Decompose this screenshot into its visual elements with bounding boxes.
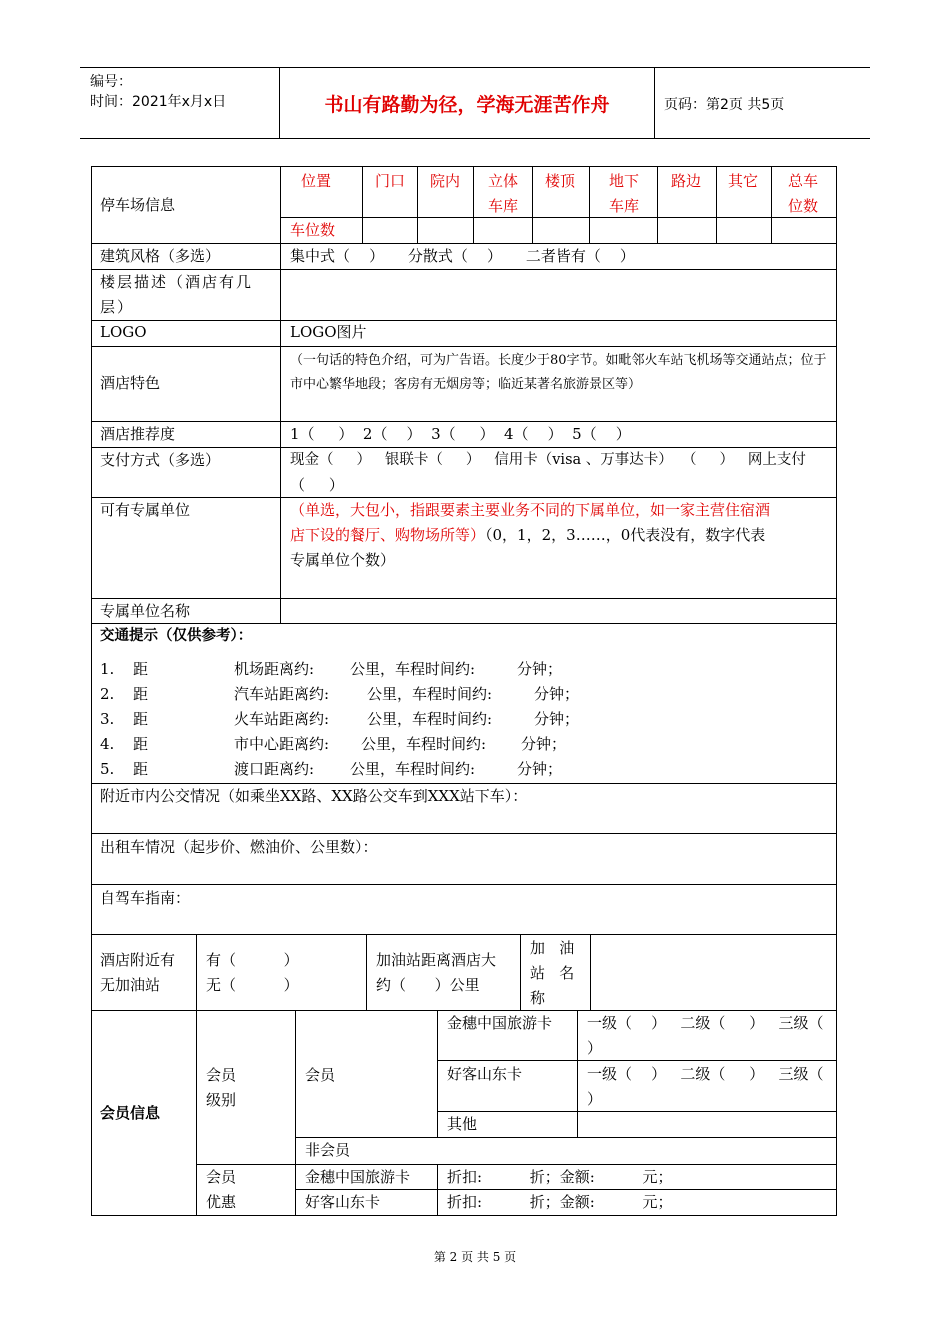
bus-info: 附近市内公交情况（如乘坐XX路、XX路公交车到XXX站下车）：	[100, 787, 528, 805]
traffic-item-from: 距	[133, 760, 149, 778]
floors-label: 楼层描述（酒店有几层）	[100, 273, 254, 316]
traffic-item-time: 分钟；	[517, 660, 563, 678]
traffic-item-place: 机场距离约:	[234, 660, 315, 678]
payment-options: 现金（ ） 银联卡（ ） 信用卡（visa 、万事达卡） （ ） 网上支付	[290, 452, 806, 468]
member-discount-2: 优惠	[206, 1193, 237, 1211]
member-card-2-levels: 一级（ ） 二级（ ） 三级（	[587, 1065, 824, 1083]
traffic-item-place: 汽车站距离约:	[234, 685, 330, 703]
traffic-item-number: 2.	[100, 685, 115, 703]
traffic-item-from: 距	[133, 660, 149, 678]
gas-name-1: 加 油	[530, 939, 575, 957]
discount-card-2-value: 折扣: 折；金额: 元；	[447, 1193, 673, 1211]
member-label: 会员信息	[100, 1104, 161, 1122]
traffic-item-time: 分钟；	[521, 735, 567, 753]
traffic-item-number: 5.	[100, 760, 115, 778]
gas-yes: 有（ ）	[206, 951, 299, 969]
parking-col-location: 位置	[301, 172, 332, 190]
subunit-note-3: 专属单位个数）	[290, 551, 396, 569]
non-member: 非会员	[305, 1141, 351, 1159]
gas-no: 无（ ）	[206, 976, 299, 994]
parking-col-total: 总车 位数	[788, 172, 819, 215]
logo-label: LOGO	[100, 323, 147, 341]
parking-label: 停车场信息	[100, 196, 176, 214]
traffic-item-place: 市中心距离约:	[234, 735, 330, 753]
traffic-item-number: 3.	[100, 710, 115, 728]
traffic-item-distance: 公里，车程时间约:	[350, 760, 476, 778]
parking-count-label: 车位数	[290, 221, 336, 239]
gas-label-1: 酒店附近有	[100, 951, 176, 969]
traffic-item-distance: 公里，车程时间约:	[361, 735, 487, 753]
traffic-item-number: 4.	[100, 735, 115, 753]
discount-card-2: 好客山东卡	[305, 1193, 381, 1211]
parking-col-other: 其它	[728, 172, 759, 190]
payment-options-cont: （ ）	[290, 476, 344, 494]
subunit-note-2-black: （0，1，2，3……，0代表没有，数字代表	[485, 526, 766, 544]
traffic-item-place: 渡口距离约:	[234, 760, 315, 778]
traffic-item-from: 距	[133, 710, 149, 728]
recommend-label: 酒店推荐度	[100, 425, 176, 443]
gas-distance-1: 加油站距离酒店大	[376, 951, 497, 969]
member-discount-1: 会员	[206, 1168, 237, 1186]
serial-label: 编号：	[90, 74, 132, 90]
discount-card-1: 金穗中国旅游卡	[305, 1168, 411, 1186]
member-type: 会员	[305, 1066, 336, 1084]
parking-col-yard: 院内	[430, 172, 461, 190]
traffic-item-distance: 公里，车程时间约:	[350, 660, 476, 678]
member-card-1-levels-end: ）	[587, 1039, 603, 1057]
page-footer: 第 2 页 共 5 页	[433, 1250, 517, 1264]
member-card-2: 好客山东卡	[447, 1065, 523, 1083]
self-drive-info: 自驾车指南：	[100, 889, 191, 907]
gas-label-2: 无加油站	[100, 976, 161, 994]
gas-distance-2: 约（ ）公里	[376, 976, 480, 994]
motto: 书山有路勤为径，学海无涯苦作舟	[324, 94, 610, 116]
member-card-1: 金穗中国旅游卡	[447, 1014, 553, 1032]
subunit-label: 可有专属单位	[100, 501, 191, 519]
traffic-item-time: 分钟；	[534, 710, 580, 728]
discount-card-1-value: 折扣: 折；金额: 元；	[447, 1168, 673, 1186]
member-level-2: 级别	[206, 1091, 237, 1109]
gas-name-2: 站 名	[530, 964, 575, 982]
parking-col-roadside: 路边	[671, 172, 702, 190]
traffic-item-time: 分钟；	[534, 685, 580, 703]
subunit-note-2-red: 店下设的餐厅、购物场所等）	[290, 526, 486, 544]
traffic-item-place: 火车站距离约:	[234, 710, 330, 728]
parking-col-multilevel: 立体 车库	[488, 172, 519, 215]
traffic-item-time: 分钟；	[517, 760, 563, 778]
traffic-title: 交通提示（仅供参考）：	[100, 628, 253, 644]
member-card-2-levels-end: ）	[587, 1090, 603, 1108]
building-style-label: 建筑风格（多选）	[100, 247, 221, 265]
gas-name-3: 称	[530, 989, 546, 1007]
recommend-options: 1（ ） 2（ ） 3（ ） 4（ ） 5（ ）	[290, 425, 631, 443]
subunit-note-2	[290, 523, 765, 548]
subunit-name-label: 专属单位名称	[100, 602, 191, 620]
traffic-item-from: 距	[133, 735, 149, 753]
traffic-item-number: 1.	[100, 660, 115, 678]
member-other: 其他	[447, 1115, 478, 1133]
parking-col-rooftop: 楼顶	[545, 172, 576, 190]
payment-label: 支付方式（多选）	[100, 451, 221, 469]
traffic-item-distance: 公里，车程时间约:	[367, 710, 493, 728]
member-card-1-levels: 一级（ ） 二级（ ） 三级（	[587, 1014, 824, 1032]
features-label: 酒店特色	[100, 374, 161, 392]
time-label: 时间：2021年x月x日	[90, 94, 227, 110]
building-style-options: 集中式（ ） 分散式（ ） 二者皆有（ ）	[290, 247, 635, 265]
taxi-info: 出租车情况（起步价、燃油价、公里数）：	[100, 838, 378, 856]
traffic-item-from: 距	[133, 685, 149, 703]
parking-col-gate: 门口	[375, 172, 406, 190]
logo-value: LOGO图片	[290, 323, 367, 341]
parking-col-underground: 地下 车库	[609, 172, 640, 215]
subunit-note-1: （单选，大包小，指跟要素主要业务不同的下属单位，如一家主营住宿酒	[290, 501, 771, 519]
member-level-1: 会员	[206, 1066, 237, 1084]
page-number: 页码：第2页 共5页	[664, 97, 785, 113]
features-description: （一句话的特色介绍，可为广告语。长度少于80字节。如毗邻火车站飞机场等交通站点；位于市中心繁华地段；客房有无烟房等；临近某著名旅游景区等）	[290, 353, 827, 392]
traffic-item-distance: 公里，车程时间约:	[367, 685, 493, 703]
